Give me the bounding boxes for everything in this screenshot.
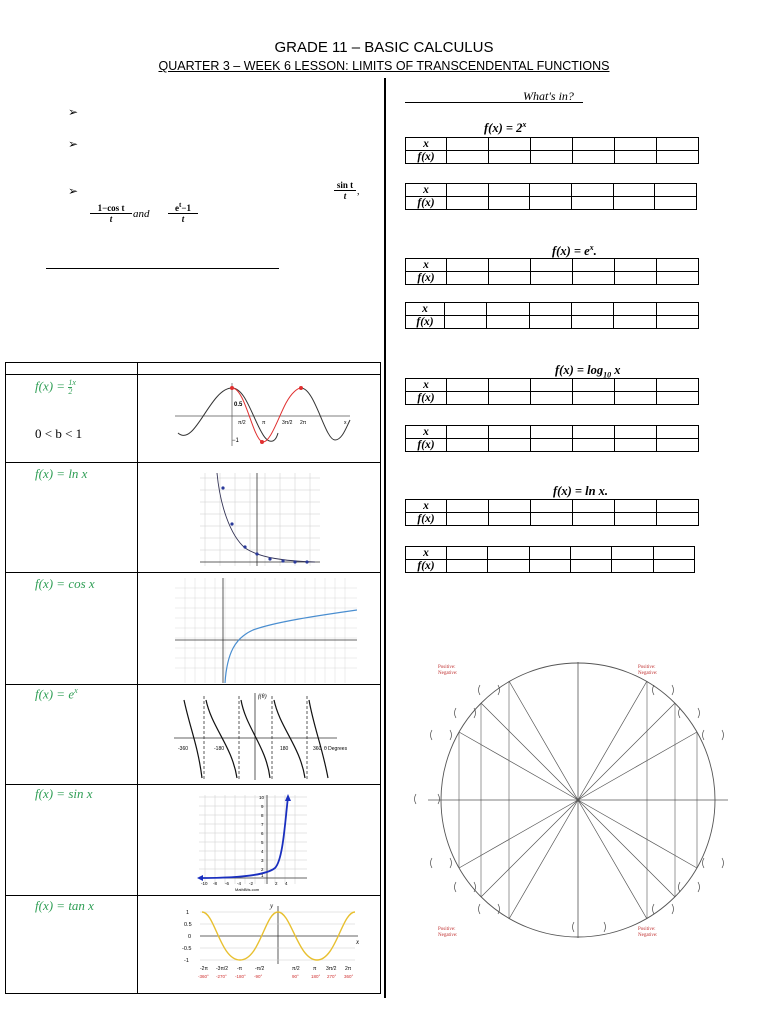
page-subtitle: QUARTER 3 – WEEK 6 LESSON: LIMITS OF TRANSCENDENTAL FUNCTIONS — [158, 59, 610, 73]
fraction-denominator: t — [343, 191, 347, 201]
axis-label: f(θ) — [258, 694, 267, 700]
svg-text:-10: -10 — [201, 881, 208, 886]
svg-text:-270°: -270° — [216, 974, 227, 979]
function-label-6: f(x) = tan x — [35, 898, 94, 913]
svg-text:1: 1 — [186, 910, 190, 916]
tick-label: −1 — [232, 438, 239, 444]
graph-cosine-wave — [180, 902, 365, 990]
title-variable: x — [611, 363, 621, 377]
axis-label: x — [356, 938, 360, 946]
svg-text:0: 0 — [188, 934, 192, 940]
fraction-numerator: 1 — [68, 377, 73, 387]
svg-text:Negative:: Negative: — [638, 933, 658, 938]
table-row-divider — [5, 462, 381, 463]
svg-text:Negative:: Negative: — [438, 671, 458, 676]
svg-text:-π: -π — [237, 966, 243, 972]
value-table-ln-b — [405, 546, 695, 573]
and-word: and — [133, 208, 150, 220]
unit-circle-diagram — [408, 660, 728, 940]
svg-text:2: 2 — [261, 867, 264, 872]
row-header-x: x — [406, 547, 447, 560]
tick-label: π — [262, 420, 266, 426]
section-title-lnx: f(x) = ln x. — [553, 484, 609, 498]
point — [230, 386, 234, 390]
row-header-x: x — [406, 426, 447, 439]
graph-decay-points — [195, 470, 325, 570]
svg-text:-360°: -360° — [198, 974, 209, 979]
graph-exponential — [195, 792, 310, 892]
quadrant-labels — [438, 665, 657, 938]
tick-label: 3π/2 — [282, 420, 293, 426]
title-text: f(x) = 2 — [484, 121, 523, 136]
svg-text:-4: -4 — [237, 881, 242, 886]
svg-text:Positive:: Positive: — [638, 927, 656, 932]
whats-in-heading: What's in? — [523, 89, 574, 103]
title-period: . — [593, 244, 597, 259]
svg-text:-1: -1 — [184, 958, 189, 964]
svg-text:7: 7 — [261, 822, 264, 827]
title-exponent: x — [522, 120, 527, 129]
svg-text:9: 9 — [261, 804, 264, 809]
svg-text:8: 8 — [261, 813, 264, 818]
arrow-head — [285, 794, 291, 801]
function-label-2: f(x) = ln x — [35, 466, 88, 481]
minus-one: −1 — [181, 203, 191, 213]
function-label-3: f(x) = cos x — [35, 576, 95, 591]
svg-text:Negative:: Negative: — [638, 671, 658, 676]
svg-text:Positive:: Positive: — [638, 665, 656, 670]
fraction-comma: , — [357, 186, 360, 197]
svg-text:5: 5 — [261, 840, 264, 845]
graph-log-curve — [175, 578, 357, 683]
svg-text:2: 2 — [275, 881, 278, 886]
tick-label: 0.5 — [234, 402, 243, 408]
title-text: f(x) = e — [552, 244, 590, 259]
curve-black-2 — [301, 388, 350, 440]
table-row-divider — [5, 374, 381, 375]
tick-label: -360 — [178, 746, 189, 752]
value-table-2x-b — [405, 183, 697, 210]
answer-line — [46, 268, 279, 269]
svg-text:-0.5: -0.5 — [182, 946, 192, 952]
title-exponent: x — [589, 243, 594, 252]
fraction-denominator: t — [181, 214, 185, 224]
svg-text:360°: 360° — [344, 974, 354, 979]
grid — [199, 795, 307, 884]
table-row-divider — [5, 572, 381, 573]
svg-text:4: 4 — [285, 881, 288, 886]
label-exponent: x — [74, 686, 78, 695]
fraction-1-cos-t — [90, 203, 132, 224]
value-table-ln-a — [405, 499, 699, 526]
x-tick-labels — [201, 881, 288, 886]
bullet-2: ➢ — [68, 137, 79, 151]
grid — [200, 473, 320, 566]
tick-label: 360 — [313, 746, 322, 752]
row-header-fx: f(x) — [406, 439, 447, 452]
fraction-numerator: sin t — [334, 180, 356, 191]
svg-text:-6: -6 — [225, 881, 230, 886]
table-row-divider — [5, 684, 381, 685]
svg-text:-3π/2: -3π/2 — [216, 966, 229, 972]
title-text: f(x) = log — [555, 363, 604, 377]
row-header-fx: f(x) — [406, 392, 447, 405]
row-header-fx: f(x) — [406, 197, 447, 210]
title-subscript: 10 — [603, 370, 612, 380]
label-text: f(x) = e — [35, 686, 75, 702]
value-table-ex-b — [405, 302, 699, 329]
value-table-2x-a — [405, 137, 699, 164]
row-header-x: x — [406, 379, 447, 392]
tick-label: 180 — [280, 746, 289, 752]
column-divider — [384, 78, 386, 998]
svg-text:10: 10 — [259, 795, 265, 800]
svg-text:Positive:: Positive: — [438, 927, 456, 932]
svg-text:Negative:: Negative: — [438, 933, 458, 938]
function-label-1 — [35, 378, 76, 396]
svg-text:4: 4 — [261, 849, 264, 854]
y-tick-labels — [182, 910, 192, 964]
point — [299, 386, 303, 390]
e-base: e — [175, 203, 179, 213]
tick-label: π/2 — [238, 420, 246, 426]
row-header-fx: f(x) — [406, 560, 447, 573]
axis-label: x — [344, 420, 347, 426]
fraction-e-t-minus-1 — [168, 201, 198, 224]
source-credit: MathBits.com — [235, 887, 260, 892]
section-title-2x — [484, 120, 526, 136]
fraction-numerator — [168, 201, 198, 214]
bullet-1: ➢ — [68, 105, 79, 119]
degree-labels — [198, 974, 354, 979]
curve-red — [232, 388, 301, 442]
bullet-3: ➢ — [68, 184, 79, 198]
svg-text:180°: 180° — [311, 974, 321, 979]
x-tick-labels — [200, 966, 352, 972]
curve — [199, 797, 288, 878]
svg-text:2π: 2π — [345, 966, 352, 972]
label-text: f(x) = — [35, 378, 69, 394]
table-row-divider — [5, 784, 381, 785]
row-header-x: x — [406, 303, 445, 316]
svg-text:1: 1 — [261, 873, 264, 878]
svg-text:-8: -8 — [213, 881, 218, 886]
curve — [217, 473, 315, 562]
axis-label: y — [270, 902, 274, 910]
svg-text:-2: -2 — [249, 881, 254, 886]
row-header-fx: f(x) — [406, 151, 447, 164]
tangent-branches — [184, 700, 328, 778]
table-row-divider — [5, 895, 381, 896]
function-label-5: f(x) = sin x — [35, 786, 93, 801]
row-header-x: x — [406, 259, 447, 272]
svg-text:-90°: -90° — [254, 974, 263, 979]
tick-label: -180 — [214, 746, 225, 752]
svg-text:π/2: π/2 — [292, 966, 300, 972]
fraction-sin-t — [334, 180, 356, 201]
graph-sine-wave — [170, 378, 360, 450]
fraction-denominator: 2 — [68, 386, 73, 396]
value-table-log-a — [405, 378, 699, 405]
label-exponent: x — [72, 378, 76, 387]
value-table-ex-a — [405, 258, 699, 285]
svg-text:270°: 270° — [327, 974, 337, 979]
svg-text:3: 3 — [261, 858, 264, 863]
svg-text:-180°: -180° — [235, 974, 246, 979]
row-header-fx: f(x) — [406, 272, 447, 285]
svg-text:-π/2: -π/2 — [255, 966, 265, 972]
svg-text:3π/2: 3π/2 — [326, 966, 337, 972]
section-title-ex — [552, 243, 597, 259]
row-header-x: x — [406, 138, 447, 151]
row-header-x: x — [406, 184, 447, 197]
svg-text:0.5: 0.5 — [184, 922, 192, 928]
value-table-log-b — [405, 425, 699, 452]
svg-text:90°: 90° — [292, 974, 299, 979]
y-tick-labels — [259, 795, 265, 878]
fraction-denominator: t — [109, 214, 113, 224]
e-exponent: t — [179, 201, 182, 209]
tick-label: 2π — [300, 420, 307, 426]
point — [260, 440, 264, 444]
base-condition: 0 < b < 1 — [35, 426, 83, 441]
row-header-fx: f(x) — [406, 316, 445, 329]
row-header-x: x — [406, 500, 447, 513]
page-title: GRADE 11 – BASIC CALCULUS — [274, 39, 494, 56]
curve-black — [178, 388, 278, 441]
row-header-fx: f(x) — [406, 513, 447, 526]
svg-text:-2π: -2π — [200, 966, 208, 972]
graph-tangent-degrees — [172, 688, 352, 783]
svg-text:6: 6 — [261, 831, 264, 836]
svg-text:π: π — [313, 966, 317, 972]
axis-label: θ Degrees — [324, 746, 348, 752]
svg-text:Positive:: Positive: — [438, 665, 456, 670]
function-label-4 — [35, 686, 78, 702]
fraction-numerator: 1−cos t — [90, 203, 132, 214]
table-column-divider — [137, 362, 138, 994]
